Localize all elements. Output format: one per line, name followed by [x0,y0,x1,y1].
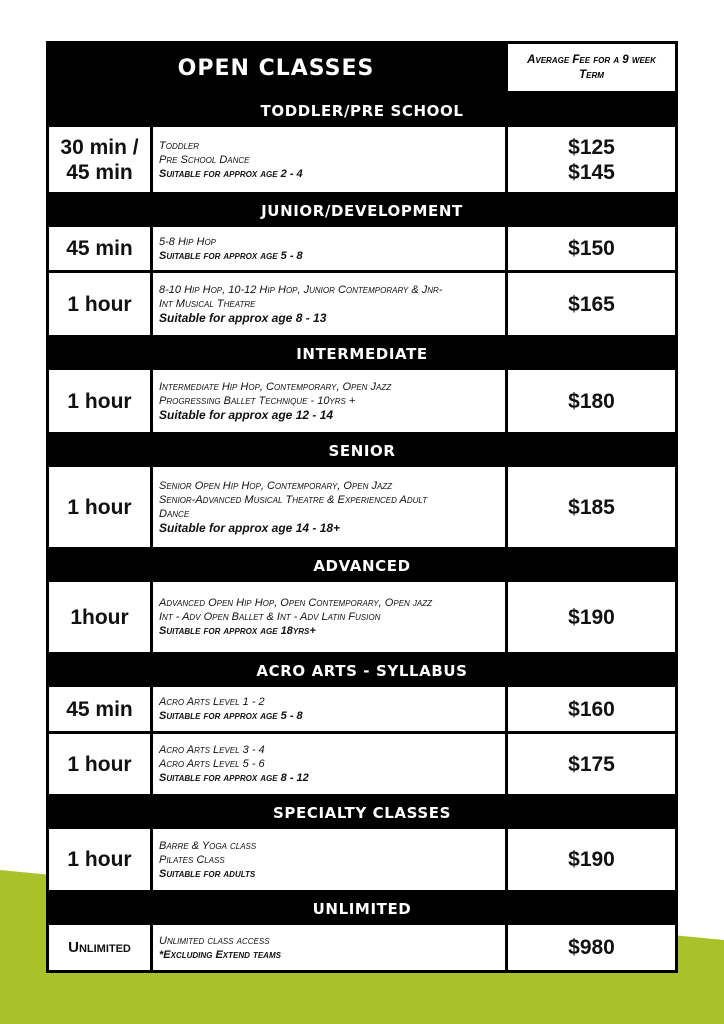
price-text: $165 [568,292,615,316]
section-title-junior: JUNIOR/DEVELOPMENT [261,202,463,220]
class-name: Acro Arts Level 3 - 4 [159,744,265,756]
section-title-acro: ACRO ARTS - SYLLABUS [256,662,468,680]
duration-text: 1 hour [67,292,132,316]
price-cell [508,582,675,652]
price-cell [508,687,675,731]
description-cell [153,687,505,731]
price-cell [508,370,675,432]
price-cell [508,227,675,270]
class-name: Acro Arts Level 5 - 6 [159,758,265,770]
age-note: Suitable for approx age 14 - 18+ [159,521,341,535]
age-note: Suitable for approx age 5 - 8 [159,249,303,262]
table-row [46,227,678,273]
table-row [46,582,678,655]
section-title-senior: SENIOR [328,442,396,460]
duration-cell [49,829,150,890]
age-note: Suitable for approx age 5 - 8 [159,710,303,722]
table-row [46,734,678,797]
duration-cell [49,687,150,731]
duration-cell [49,273,150,335]
price-text: $175 [568,752,615,776]
class-name: Dance [159,508,190,520]
age-note: Suitable for approx age 8 - 12 [159,772,309,784]
price-text: $190 [568,848,615,871]
duration-cell [49,127,150,192]
price-cell [508,127,675,192]
description-cell [153,227,505,270]
duration-text: Unlimited [68,939,131,956]
duration-cell [49,370,150,432]
price-text: $190 [568,605,615,629]
section-title-intermediate: INTERMEDIATE [296,345,428,363]
description-cell [153,734,505,794]
table-row [46,370,678,435]
price-text: $180 [568,389,615,413]
duration-cell [49,467,150,547]
duration-cell [49,582,150,652]
duration-text: 30 min / [60,135,139,159]
age-note: Suitable for approx age 18yrs+ [159,625,316,637]
section-title-advanced: ADVANCED [313,557,411,575]
price-text: $980 [568,936,615,959]
duration-text: 1 hour [67,848,132,871]
price-sheet [46,41,678,973]
class-name: 5-8 Hip Hop [159,235,217,248]
class-name: Advanced Open Hip Hop, Open Contemporary, Open jazz [159,597,432,609]
age-note: Suitable for approx age 8 - 13 [159,311,327,325]
price-cell [508,829,675,890]
description-cell [153,370,505,432]
duration-text: 45 min [66,697,133,721]
age-note: Suitable for adults [159,867,256,880]
price-text: $145 [568,160,615,184]
duration-cell [49,227,150,270]
description-cell [153,582,505,652]
duration-text: 1 hour [67,752,132,776]
price-text: $125 [568,135,615,159]
duration-text: 1 hour [67,495,132,519]
class-name: Senior-Advanced Musical Theatre & Experienced Adult [159,494,428,506]
class-name: Int - Adv Open Ballet & Int - Adv Latin Fusion [159,611,381,623]
table-row [46,127,678,195]
note-text: *Excluding Extend teams [159,948,281,961]
class-name: Pilates Class [159,853,225,866]
duration-cell [49,925,150,970]
price-cell [508,467,675,547]
class-name: 8-10 Hip Hop, 10-12 Hip Hop, Junior Contemporary & Jnr- [159,284,443,296]
duration-text: 45 min [66,237,133,260]
class-name: Senior Open Hip Hop, Contemporary, Open Jazz [159,480,393,492]
description-cell [153,273,505,335]
class-name: Intermediate Hip Hop, Contemporary, Open Jazz [159,381,392,393]
price-cell [508,734,675,794]
price-cell [508,273,675,335]
page-title: OPEN CLASSES [177,55,375,81]
table-row [46,925,678,973]
class-name: Pre School Dance [159,153,250,166]
section-title-specialty: SPECIALTY CLASSES [273,804,451,822]
duration-text: 1hour [70,605,129,629]
duration-text: 1 hour [67,389,132,413]
duration-text: 45 min [66,160,133,184]
class-name: Unlimited class access [159,934,270,947]
description-cell [153,467,505,547]
age-note: Suitable for approx age 12 - 14 [159,408,334,422]
section-title-unlimited: UNLIMITED [312,900,412,918]
class-name: Toddler [159,139,200,152]
table-row [46,687,678,734]
fee-column-header: Average Fee for a 9 week Term [508,44,675,91]
header [46,41,678,95]
duration-cell [49,734,150,794]
class-name: Barre & Yoga class [159,839,257,852]
age-note: Suitable for approx age 2 - 4 [159,167,303,180]
class-name: Acro Arts Level 1 - 2 [159,696,265,708]
class-name: Int Musical Theatre [159,298,256,310]
price-cell [508,925,675,970]
price-text: $185 [568,495,615,519]
table-row [46,467,678,550]
price-text: $150 [568,237,615,260]
description-cell [153,829,505,890]
description-cell [153,925,505,970]
table-row [46,273,678,338]
section-title-toddler: TODDLER/PRE SCHOOL [260,102,464,120]
description-cell [153,127,505,192]
class-name: Progressing Ballet Technique - 10yrs + [159,395,356,407]
table-row [46,829,678,893]
price-text: $160 [568,697,615,721]
